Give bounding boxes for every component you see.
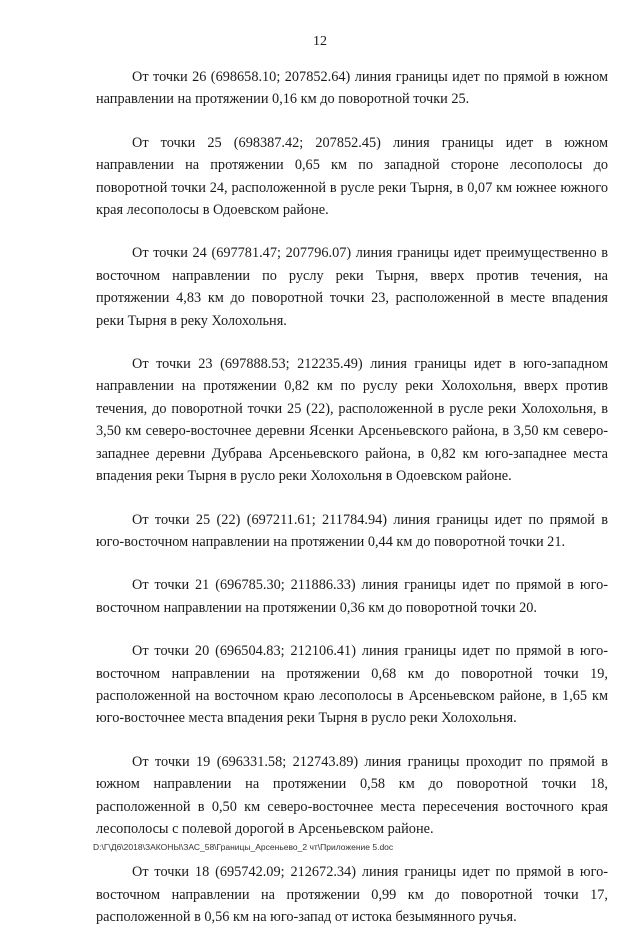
- page-number: 12: [313, 34, 327, 49]
- paragraph-point-18: От точки 18 (695742.09; 212672.34) линия границы идет по прямой в юго-восточном направлении на протяжении 0,99 км до поворотной точки 17, расположенной в 0,56 км на юго-запад от истока безымянного ручья.: [96, 864, 608, 926]
- paragraph-point-25-22: От точки 25 (22) (697211.61; 211784.94) линия границы идет по прямой в юго-восточном направлении на протяжении 0,44 км до поворотной точки 21.: [96, 511, 608, 550]
- document-body: [96, 66, 608, 950]
- paragraph-point-23: От точки 23 (697888.53; 212235.49) линия границы идет в юго-западном направлении на протяжении 0,82 км по руслу реки Холохольня, вверх против течения, до поворотной точки 25 (22), расположенной в русле реки Холохольня, в 3,50 км северо-восточнее деревни Ясенки Арсеньевского района, в 3,50 км северо-западнее деревни Дубрава Арсеньевского района, в 0,82 км юго-западнее места впадения реки Тырня в русло реки Холохольня в Одоевском районе.: [96, 356, 608, 485]
- footer-file-path: D:\Г\Д6\2018\ЗАКОНЫ\ЗАС_58\Границы_Арсеньево_2 чт\Приложение 5.doc: [93, 842, 394, 852]
- paragraph-point-19: От точки 19 (696331.58; 212743.89) линия границы проходит по прямой в южном направлении на протяжении 0,58 км до поворотной точки 18, расположенной в 0,50 км северо-восточнее места пересечения восточного края лесополосы с полевой дорогой в Арсеньевском районе.: [96, 753, 608, 837]
- paragraph-point-26: От точки 26 (698658.10; 207852.64) линия границы идет по прямой в южном направлении на протяжении 0,16 км до поворотной точки 25.: [96, 69, 608, 108]
- paragraph-point-21: От точки 21 (696785.30; 211886.33) линия границы идет по прямой в юго-восточном направлении на протяжении 0,36 км до поворотной точки 20.: [96, 577, 608, 616]
- paragraph-point-25: От точки 25 (698387.42; 207852.45) линия границы идет в южном направлении на протяжении 0,65 км по западной стороне лесополосы до поворотной точки 24, расположенной в русле реки Тырня, в 0,07 км южнее южного края лесополосы в Одоевском районе.: [96, 134, 608, 219]
- paragraph-point-20: От точки 20 (696504.83; 212106.41) линия границы идет по прямой в юго-восточном направлении на протяжении 0,68 км до поворотной точки 19, расположенной на восточном краю лесополосы в Арсеньевском районе, в 1,65 км юго-восточнее места впадения реки Тырня в русло реки Холохольня.: [96, 643, 608, 727]
- paragraph-point-24: От точки 24 (697781.47; 207796.07) линия границы идет преимущественно в восточном направлении по руслу реки Тырня, вверх против течения, на протяжении 4,83 км до поворотной точки 23, расположенной в месте впадения реки Тырня в реку Холохольня.: [96, 245, 608, 329]
